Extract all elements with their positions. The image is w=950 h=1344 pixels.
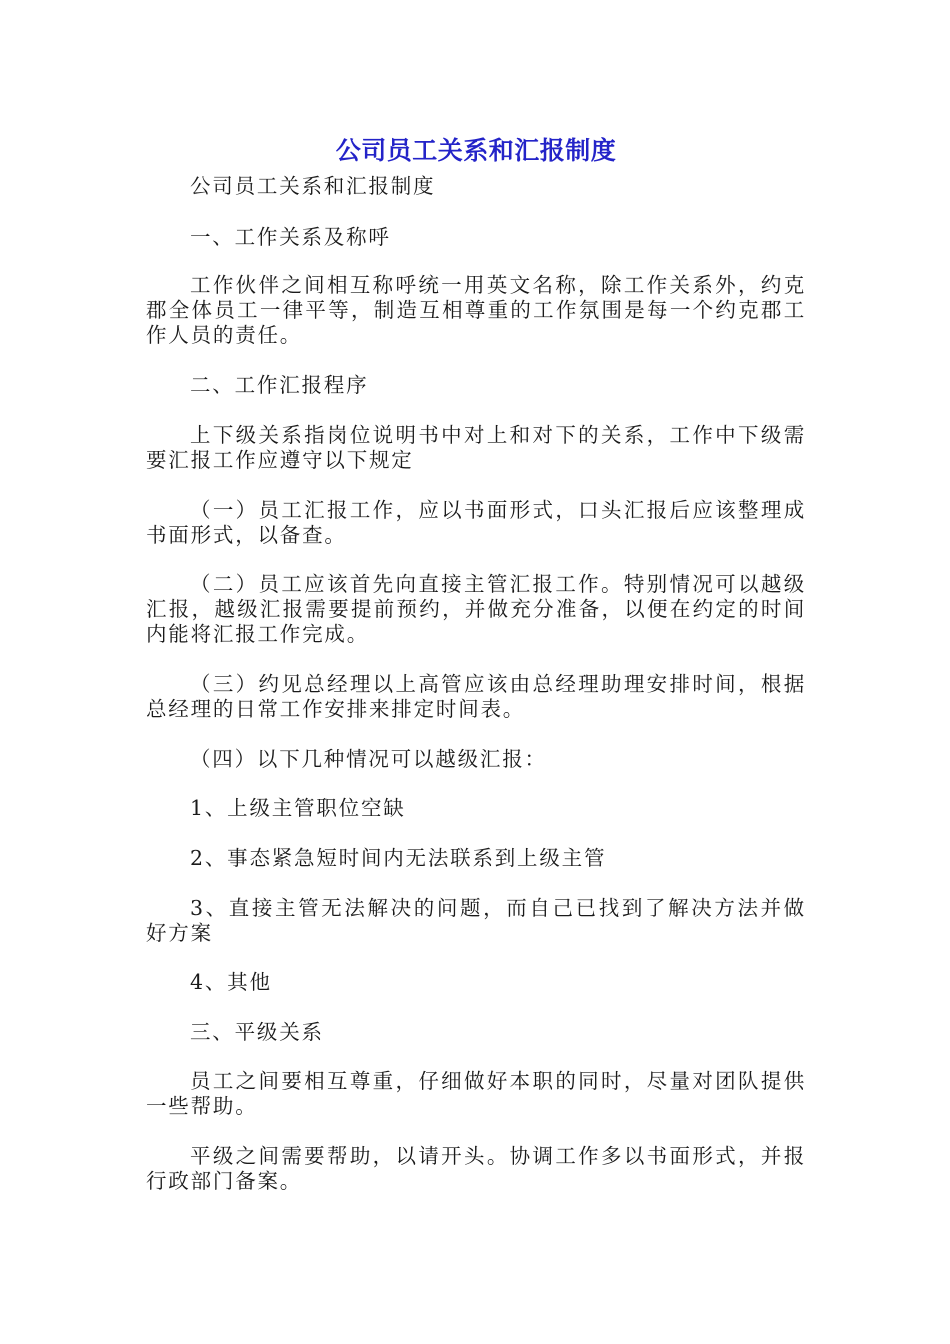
paragraph-addressing: 工作伙伴之间相互称呼统一用英文名称，除工作关系外，约克郡全体员工一律平等，制造互相尊重的工作氛围是每一个约克郡工作人员的责任。 <box>146 273 806 347</box>
section-heading-work-relations: 一、工作关系及称呼 <box>190 225 391 249</box>
list-item-4: 4、其他 <box>190 970 272 994</box>
paragraph-rule-4: （四）以下几种情况可以越级汇报： <box>190 747 547 771</box>
paragraph-mutual-respect: 员工之间要相互尊重，仔细做好本职的同时，尽量对团队提供一些帮助。 <box>146 1069 806 1118</box>
paragraph-subtitle: 公司员工关系和汇报制度 <box>190 174 436 198</box>
paragraph-rule-1: （一）员工汇报工作，应以书面形式，口头汇报后应该整理成书面形式，以备查。 <box>146 498 806 547</box>
section-heading-peer-relations: 三、平级关系 <box>190 1020 324 1044</box>
paragraph-peer-help: 平级之间需要帮助，以请开头。协调工作多以书面形式，并报行政部门备案。 <box>146 1144 806 1193</box>
section-heading-reporting-procedure: 二、工作汇报程序 <box>190 373 369 397</box>
document-title: 公司员工关系和汇报制度 <box>335 136 617 165</box>
list-item-3: 3、直接主管无法解决的问题，而自己已找到了解决方法并做好方案 <box>146 896 806 945</box>
paragraph-rule-2: （二）员工应该首先向直接主管汇报工作。特别情况可以越级汇报，越级汇报需要提前预约，并做充分准备，以便在约定的时间内能将汇报工作完成。 <box>146 572 806 646</box>
list-item-2: 2、事态紧急短时间内无法联系到上级主管 <box>190 846 607 870</box>
paragraph-superior-subordinate: 上下级关系指岗位说明书中对上和对下的关系，工作中下级需要汇报工作应遵守以下规定 <box>146 423 806 472</box>
list-item-1: 1、上级主管职位空缺 <box>190 796 406 820</box>
paragraph-rule-3: （三）约见总经理以上高管应该由总经理助理安排时间，根据总经理的日常工作安排来排定时间表。 <box>146 672 806 721</box>
